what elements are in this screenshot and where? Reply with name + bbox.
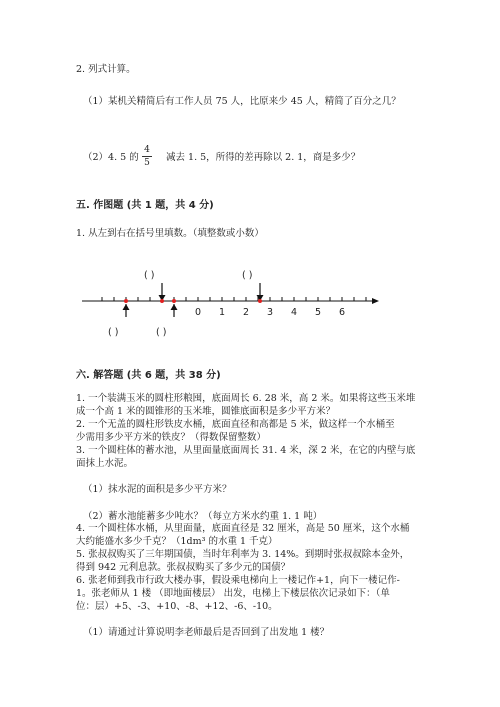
q6-line-3: 位：层）+5、-3、+10、-8、+12、-6、-10。 <box>76 601 278 612</box>
q4-line-2: 大约能盛水多少千克？（1dm³ 的水重 1 千克） <box>76 536 278 547</box>
question-6-3-2: （2）蓄水池能蓄多少吨水？（每立方米水约重 1. 1 吨） <box>83 511 323 522</box>
q2-line-2: 少需用多少平方米的铁皮？（得数保留整数） <box>76 432 267 443</box>
question-2-1: （1）某机关精简后有工作人员 75 人，比原来少 45 人，精简了百分之几？ <box>83 96 401 107</box>
section-2-title: 2. 列式计算。 <box>76 64 136 75</box>
q5-line-2: 得到 942 元利息款。张叔叔购买了多少元的国债？ <box>76 562 291 573</box>
number-line <box>0 265 500 345</box>
tick-label-5: 5 <box>315 307 322 318</box>
tick-label-2: 2 <box>243 307 250 318</box>
q1-line-2: 成一个高 1 米的圆锥形的玉米堆，圆锥底面积是多少平方米？ <box>76 406 336 417</box>
tick-label-6: 6 <box>339 307 346 318</box>
tick-label-3: 3 <box>267 307 274 318</box>
question-2-2-pre: （2）4. 5 的 <box>83 152 139 163</box>
q5-line-1: 5. 张叔叔购买了三年期国债，当时年利率为 3. 14%。到期时张叔叔除本金外， <box>76 549 410 560</box>
q3-line-1: 3. 一个圆柱体的蓄水池，从里面量底面周长 31. 4 米，深 2 米，在它的内壁与底 <box>76 445 416 456</box>
q4-line-1: 4. 一个圆柱体水桶，从里面量，底面直径是 32 厘米，高是 50 厘米，这个水桶 <box>76 523 410 534</box>
fraction-denominator: 5 <box>144 158 150 168</box>
question-6-3-1: （1）抹水泥的面积是多少平方米？ <box>83 484 232 495</box>
q2-line-1: 2. 一个无盖的圆柱形铁皮水桶，底面直径和高都是 5 米，做这样一个水桶至 <box>76 419 395 430</box>
q3-line-2: 面抹上水泥。 <box>76 458 134 469</box>
fraction <box>142 145 152 168</box>
blank-bottom-2: ( ) <box>156 327 167 338</box>
blank-top-1: ( ) <box>144 270 155 281</box>
section-6-header: 六. 解答题 (共 6 题，共 38 分) <box>76 370 221 381</box>
question-2-2-post: 减去 1. 5，所得的差再除以 2. 1，商是多少？ <box>166 152 361 163</box>
tick-label-4: 4 <box>291 307 298 318</box>
tick-label-0: 0 <box>195 307 202 318</box>
question-6-6-1: （1）请通过计算说明李老师最后是否回到了出发地 1 楼？ <box>83 627 330 638</box>
tick-label-1: 1 <box>219 307 226 318</box>
fraction-numerator: 4 <box>144 145 150 155</box>
question-5-1: 1. 从左到右在括号里填数。（填整数或小数） <box>76 228 264 239</box>
section-5-header: 五. 作图题 (共 1 题，共 4 分) <box>76 200 214 211</box>
q6-line-1: 6. 张老师到我市行政大楼办事，假设乘电梯向上一楼记作+1，向下一楼记作- <box>76 575 400 586</box>
blank-top-2: ( ) <box>242 270 253 281</box>
q6-line-2: 1。张老师从 1 楼 （即地面楼层） 出发，电梯上下楼层依次记录如下：（单 <box>76 588 390 599</box>
blank-bottom-1: ( ) <box>108 327 119 338</box>
q1-line-1: 1. 一个装满玉米的圆柱形粮囤，底面周长 6. 28 米，高 2 米。如果将这些玉米堆 <box>76 393 416 404</box>
